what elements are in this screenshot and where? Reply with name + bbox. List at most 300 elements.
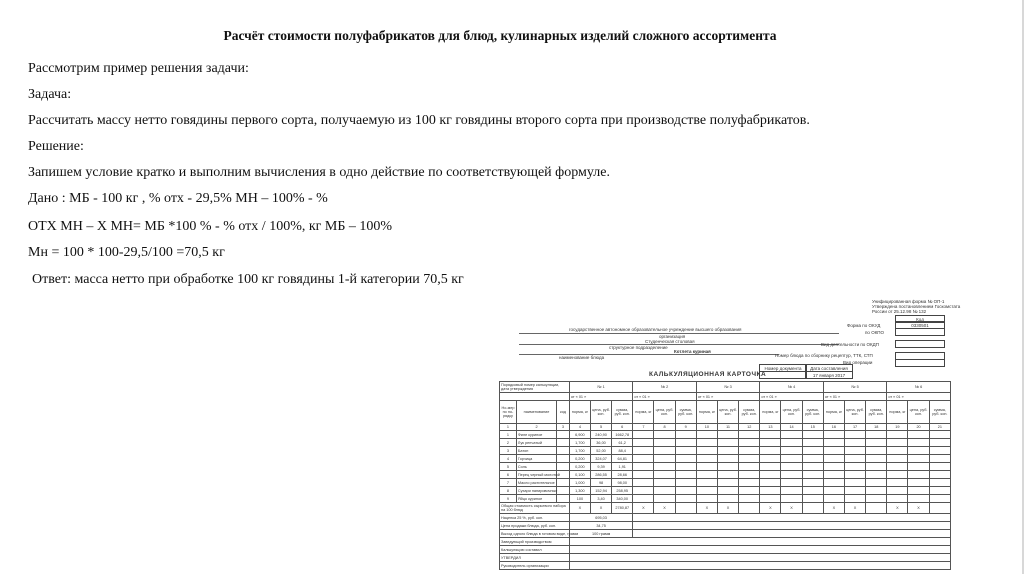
calc-number-5: № 5 bbox=[823, 382, 887, 393]
empty-cell bbox=[781, 439, 802, 447]
form-note-1: Унифицированная форма № ОП-1 bbox=[872, 299, 945, 304]
empty-cell bbox=[908, 495, 929, 503]
x-mark: X bbox=[696, 503, 717, 514]
empty-cell bbox=[717, 479, 738, 487]
empty-cell bbox=[717, 463, 738, 471]
col-name: наименование bbox=[516, 401, 556, 424]
empty-cell bbox=[696, 495, 717, 503]
product-sum: 258,95 bbox=[612, 487, 633, 495]
solution-text: Запишем условие кратко и выполним вычисления в одно действие по соответствующей формуле. bbox=[28, 165, 610, 180]
empty-cell bbox=[823, 471, 844, 479]
product-price: 3,40 bbox=[590, 495, 611, 503]
product-norm: 1,700 bbox=[569, 439, 590, 447]
empty-cell bbox=[781, 471, 802, 479]
product-name: Яйцо куриное bbox=[516, 495, 556, 503]
product-price: 152,94 bbox=[590, 487, 611, 495]
empty-cell bbox=[908, 463, 929, 471]
empty-cell bbox=[633, 463, 654, 471]
product-norm: 1,300 bbox=[569, 487, 590, 495]
calc-number-4: № 4 bbox=[760, 382, 824, 393]
okpo-code bbox=[895, 328, 945, 336]
yield-label: Выход одного блюда в готовом виде, грамм bbox=[501, 531, 579, 536]
empty-cell bbox=[739, 439, 760, 447]
product-price: 36,00 bbox=[590, 439, 611, 447]
table-row bbox=[500, 495, 951, 503]
empty-cell bbox=[760, 487, 781, 495]
product-norm: 1,000 bbox=[569, 479, 590, 487]
calc-number-1: № 1 bbox=[569, 382, 633, 393]
col-norm: норма, кг bbox=[887, 401, 908, 424]
empty-cell bbox=[887, 487, 908, 495]
col-price: цена, руб. коп. bbox=[844, 401, 865, 424]
product-price: 240,90 bbox=[590, 431, 611, 439]
column-number: 8 bbox=[654, 424, 675, 431]
empty-cell bbox=[802, 439, 823, 447]
empty-cell bbox=[866, 495, 887, 503]
empty-cell bbox=[929, 439, 950, 447]
empty-cell bbox=[908, 479, 929, 487]
division-name: Студенческая столовая bbox=[645, 339, 695, 344]
empty-cell bbox=[675, 479, 696, 487]
row-number: 1 bbox=[500, 431, 517, 439]
product-norm: 1,700 bbox=[569, 447, 590, 455]
empty-cell bbox=[717, 487, 738, 495]
empty-cell bbox=[844, 487, 865, 495]
empty-cell bbox=[739, 471, 760, 479]
col-sum: сумма, руб. коп. bbox=[929, 401, 950, 424]
empty-cell bbox=[844, 455, 865, 463]
x-mark: X bbox=[654, 503, 675, 514]
empty-cell bbox=[781, 455, 802, 463]
calculation-line: Мн = 100 * 100-29,5/100 =70,5 кг bbox=[28, 245, 225, 260]
product-code bbox=[557, 455, 570, 463]
product-name: Горчица bbox=[516, 455, 556, 463]
product-norm: 0,200 bbox=[569, 463, 590, 471]
x-mark: X bbox=[908, 503, 929, 514]
x-mark: X bbox=[760, 503, 781, 514]
empty-cell bbox=[675, 495, 696, 503]
empty-cell bbox=[844, 431, 865, 439]
column-number: 3 bbox=[557, 424, 570, 431]
x-mark: X bbox=[887, 503, 908, 514]
org-head-label: Руководитель организации bbox=[500, 562, 570, 570]
empty-cell bbox=[887, 471, 908, 479]
calc-from-2: от « 01 » bbox=[633, 393, 697, 401]
empty-cell bbox=[781, 495, 802, 503]
product-sum: 1662,78 bbox=[612, 431, 633, 439]
col-price: цена, руб. коп. bbox=[590, 401, 611, 424]
empty-cell bbox=[844, 463, 865, 471]
empty-cell bbox=[717, 447, 738, 455]
solution-label: Решение: bbox=[28, 139, 84, 154]
empty-cell bbox=[908, 439, 929, 447]
calc-number-3: № 3 bbox=[696, 382, 760, 393]
product-price: 324,07 bbox=[590, 455, 611, 463]
x-mark: X bbox=[844, 503, 865, 514]
product-sum: 88,4 bbox=[612, 447, 633, 455]
col-price: цена, руб. коп. bbox=[717, 401, 738, 424]
empty-cell bbox=[823, 447, 844, 455]
empty-cell bbox=[844, 479, 865, 487]
empty-cell bbox=[675, 431, 696, 439]
empty-cell bbox=[866, 471, 887, 479]
approved-label: УТВЕРДИЛ bbox=[500, 554, 570, 562]
product-price: 286,55 bbox=[590, 471, 611, 479]
empty-cell bbox=[887, 463, 908, 471]
empty-cell bbox=[739, 431, 760, 439]
dish-underline bbox=[519, 354, 779, 355]
card-title: КАЛЬКУЛЯЦИОННАЯ КАРТОЧКА bbox=[649, 371, 767, 378]
product-code bbox=[557, 495, 570, 503]
row-number: 3 bbox=[500, 447, 517, 455]
empty-cell bbox=[696, 455, 717, 463]
empty-cell bbox=[675, 439, 696, 447]
empty-cell bbox=[802, 479, 823, 487]
product-name: Филе куриное bbox=[516, 431, 556, 439]
column-number: 5 bbox=[590, 424, 611, 431]
header-filler bbox=[500, 393, 570, 401]
empty-cell bbox=[929, 447, 950, 455]
empty-cell bbox=[717, 495, 738, 503]
product-sum: 98,00 bbox=[612, 479, 633, 487]
markup-sum: 695,03 bbox=[569, 514, 633, 522]
org-caption: организация bbox=[659, 334, 686, 339]
column-number: 7 bbox=[633, 424, 654, 431]
row-number: 2 bbox=[500, 439, 517, 447]
col-price: цена, руб. коп. bbox=[781, 401, 802, 424]
x-mark: X bbox=[717, 503, 738, 514]
empty-cell bbox=[823, 455, 844, 463]
intro-text: Рассмотрим пример решения задачи: bbox=[28, 61, 249, 76]
division-underline bbox=[519, 344, 839, 345]
empty-cell bbox=[654, 479, 675, 487]
empty-cell bbox=[781, 487, 802, 495]
calc-from-6: от « 01 » bbox=[887, 393, 951, 401]
given-line: Дано : МБ - 100 кг , % отх - 29,5% МН – 100% - % bbox=[28, 191, 328, 206]
column-number: 9 bbox=[675, 424, 696, 431]
col-norm: норма, кг bbox=[760, 401, 781, 424]
division-caption: структурное подразделение bbox=[609, 345, 668, 350]
empty-cell bbox=[675, 487, 696, 495]
okpo-label: по ОКПО bbox=[865, 330, 885, 335]
empty-cell bbox=[654, 495, 675, 503]
okud-code: 0330501 bbox=[895, 321, 945, 329]
production-head: Заведующий производством bbox=[500, 538, 570, 546]
empty-cell bbox=[781, 479, 802, 487]
col-price: цена, руб. коп. bbox=[654, 401, 675, 424]
product-price: 52,00 bbox=[590, 447, 611, 455]
empty-cell bbox=[675, 463, 696, 471]
product-code bbox=[557, 463, 570, 471]
empty-cell bbox=[781, 447, 802, 455]
column-number: 14 bbox=[781, 424, 802, 431]
yield-value: 100 грамм bbox=[569, 530, 633, 538]
col-sum: сумма, руб. коп. bbox=[675, 401, 696, 424]
column-number: 21 bbox=[929, 424, 950, 431]
product-name: Сухари панировочные bbox=[517, 488, 558, 493]
col-norm: норма, кг bbox=[696, 401, 717, 424]
col-sum: сумма, руб. коп. bbox=[866, 401, 887, 424]
header-calc-number: Порядковый номер калькуляции, дата утверждения bbox=[500, 382, 570, 393]
col-sum: сумма, руб. коп. bbox=[612, 401, 633, 424]
calculation-table bbox=[499, 381, 951, 570]
product-sum: 61,2 bbox=[612, 439, 633, 447]
empty-cell bbox=[739, 487, 760, 495]
empty-cell bbox=[908, 455, 929, 463]
empty-cell bbox=[929, 471, 950, 479]
empty-cell bbox=[866, 455, 887, 463]
column-number: 19 bbox=[887, 424, 908, 431]
code-header: Код bbox=[895, 315, 945, 323]
empty-cell bbox=[844, 447, 865, 455]
activity-label: Вид деятельности по ОКДП bbox=[821, 342, 879, 347]
empty-cell bbox=[654, 487, 675, 495]
empty-cell bbox=[633, 447, 654, 455]
empty-cell bbox=[866, 487, 887, 495]
activity-code bbox=[895, 340, 945, 348]
empty-cell bbox=[908, 431, 929, 439]
empty-cell bbox=[760, 495, 781, 503]
product-name: Перец черный молотый bbox=[517, 472, 560, 477]
empty-cell bbox=[760, 439, 781, 447]
empty-cell bbox=[696, 487, 717, 495]
empty-cell bbox=[675, 471, 696, 479]
empty-cell bbox=[844, 471, 865, 479]
product-name: Соль bbox=[516, 463, 556, 471]
empty-cell bbox=[675, 455, 696, 463]
calc-number-6: № 6 bbox=[887, 382, 951, 393]
calc-from-4: от « 01 » bbox=[760, 393, 824, 401]
empty-cell bbox=[866, 431, 887, 439]
empty-cell bbox=[654, 431, 675, 439]
product-code bbox=[557, 487, 570, 495]
product-price: 98 bbox=[590, 479, 611, 487]
empty-cell bbox=[929, 495, 950, 503]
empty-cell bbox=[717, 455, 738, 463]
empty-cell bbox=[654, 471, 675, 479]
empty-cell bbox=[781, 463, 802, 471]
empty-cell bbox=[823, 495, 844, 503]
table-row bbox=[500, 471, 951, 479]
row-number: 6 bbox=[500, 471, 517, 479]
doc-number-label: Номер документа bbox=[759, 364, 807, 372]
empty-cell bbox=[696, 479, 717, 487]
empty-cell bbox=[717, 431, 738, 439]
task-label: Задача: bbox=[28, 87, 72, 102]
column-number: 10 bbox=[696, 424, 717, 431]
empty-cell bbox=[633, 439, 654, 447]
product-sum: 28,66 bbox=[612, 471, 633, 479]
empty-cell bbox=[802, 455, 823, 463]
empty-cell bbox=[887, 439, 908, 447]
col-sum: сумма, руб. коп. bbox=[802, 401, 823, 424]
product-name: Батон bbox=[516, 447, 556, 455]
empty-cell bbox=[760, 447, 781, 455]
empty-cell bbox=[887, 479, 908, 487]
calc-number-2: № 2 bbox=[633, 382, 697, 393]
empty-cell bbox=[866, 439, 887, 447]
empty-cell bbox=[887, 431, 908, 439]
calculation-card-scan bbox=[499, 297, 961, 568]
empty-cell bbox=[717, 439, 738, 447]
product-code bbox=[557, 447, 570, 455]
empty-cell bbox=[908, 447, 929, 455]
empty-cell bbox=[802, 463, 823, 471]
empty-cell bbox=[802, 487, 823, 495]
column-number: 17 bbox=[844, 424, 865, 431]
x-mark: X bbox=[569, 503, 590, 514]
product-norm: 100 bbox=[569, 495, 590, 503]
answer-line: Ответ: масса нетто при обработке 100 кг говядины 1-й категории 70,5 кг bbox=[32, 272, 464, 287]
total-label: Общая стоимость сырьевого набора на 100 блюд bbox=[500, 503, 570, 514]
markup-label: Наценка 25 %, руб. коп. bbox=[500, 514, 570, 522]
col-price: цена, руб. коп. bbox=[908, 401, 929, 424]
empty-cell bbox=[823, 439, 844, 447]
empty-cell bbox=[739, 447, 760, 455]
operation-code bbox=[895, 359, 945, 367]
empty-cell bbox=[823, 463, 844, 471]
empty-cell bbox=[844, 495, 865, 503]
column-number: 4 bbox=[569, 424, 590, 431]
calc-from-1: от « 01 » bbox=[569, 393, 633, 401]
x-mark: X bbox=[823, 503, 844, 514]
table-row bbox=[500, 479, 951, 487]
total-sum: 2780,87 bbox=[612, 503, 633, 514]
empty-cell bbox=[844, 439, 865, 447]
empty-cell bbox=[929, 463, 950, 471]
empty-cell bbox=[739, 463, 760, 471]
empty-cell bbox=[929, 479, 950, 487]
empty-cell bbox=[929, 487, 950, 495]
column-number: 16 bbox=[823, 424, 844, 431]
product-code bbox=[557, 431, 570, 439]
empty-cell bbox=[696, 447, 717, 455]
calc-from-5: от « 01 » bbox=[823, 393, 887, 401]
price-value: 34,75 bbox=[569, 522, 633, 530]
column-number: 15 bbox=[802, 424, 823, 431]
task-text: Рассчитать массу нетто говядины первого сорта, получаемую из 100 кг говядины второго сорта при производстве полуфабрикатов. bbox=[28, 113, 810, 128]
col-norm: норма, кг bbox=[569, 401, 590, 424]
empty-cell bbox=[739, 479, 760, 487]
product-norm: 0,100 bbox=[569, 471, 590, 479]
column-header-row bbox=[500, 401, 951, 424]
empty-cell bbox=[866, 479, 887, 487]
col-code: код bbox=[557, 401, 570, 424]
empty-cell bbox=[823, 431, 844, 439]
recipe-label: Номер блюда по сборнику рецептур, ТТК, СТП bbox=[775, 353, 873, 358]
empty-cell bbox=[887, 447, 908, 455]
operation-label: Вид операции bbox=[843, 360, 873, 365]
column-number: 11 bbox=[717, 424, 738, 431]
product-norm: 0,200 bbox=[569, 455, 590, 463]
empty-cell bbox=[696, 431, 717, 439]
table-row bbox=[500, 439, 951, 447]
product-price: 9,39 bbox=[590, 463, 611, 471]
column-number: 18 bbox=[866, 424, 887, 431]
empty-cell bbox=[739, 455, 760, 463]
empty-cell bbox=[633, 471, 654, 479]
column-number: 6 bbox=[612, 424, 633, 431]
table-row bbox=[500, 455, 951, 463]
empty-cell bbox=[908, 487, 929, 495]
empty-cell bbox=[717, 471, 738, 479]
empty-cell bbox=[802, 495, 823, 503]
empty-cell bbox=[908, 471, 929, 479]
empty-cell bbox=[760, 431, 781, 439]
empty-cell bbox=[823, 479, 844, 487]
empty-cell bbox=[866, 463, 887, 471]
x-mark: X bbox=[590, 503, 611, 514]
table-row bbox=[500, 447, 951, 455]
column-number: 20 bbox=[908, 424, 929, 431]
column-number: 1 bbox=[500, 424, 517, 431]
dish-caption: наименование блюда bbox=[559, 355, 605, 360]
product-sum: 340,00 bbox=[612, 495, 633, 503]
doc-date-label: Дата составления bbox=[805, 364, 853, 372]
empty-cell bbox=[760, 455, 781, 463]
col-number: Но-мер по по-рядку bbox=[500, 401, 517, 424]
empty-cell bbox=[633, 431, 654, 439]
row-number: 9 bbox=[500, 495, 517, 503]
column-number: 13 bbox=[760, 424, 781, 431]
product-norm: 6,900 bbox=[569, 431, 590, 439]
product-rows bbox=[500, 431, 951, 503]
empty-cell bbox=[802, 431, 823, 439]
column-number: 2 bbox=[516, 424, 556, 431]
okud-label: Форма по ОКУД bbox=[847, 323, 881, 328]
empty-cell bbox=[802, 471, 823, 479]
col-norm: норма, кг bbox=[823, 401, 844, 424]
empty-cell bbox=[887, 455, 908, 463]
doc-number-value bbox=[759, 371, 807, 379]
empty-cell bbox=[654, 463, 675, 471]
empty-cell bbox=[675, 447, 696, 455]
table-row bbox=[500, 487, 951, 495]
empty-cell bbox=[696, 471, 717, 479]
column-number: 12 bbox=[739, 424, 760, 431]
col-norm: норма, кг bbox=[633, 401, 654, 424]
empty-cell bbox=[760, 471, 781, 479]
empty-cell bbox=[654, 447, 675, 455]
empty-cell bbox=[739, 495, 760, 503]
org-name: государственное автономное образовательное учреждение высшего образования bbox=[569, 327, 742, 332]
dish-name: Котлета куриная bbox=[674, 349, 711, 354]
empty-cell bbox=[866, 447, 887, 455]
empty-cell bbox=[823, 487, 844, 495]
page-title: Расчёт стоимости полуфабрикатов для блюд, кулинарных изделий сложного ассортимента bbox=[223, 28, 777, 43]
x-mark: X bbox=[781, 503, 802, 514]
empty-cell bbox=[760, 463, 781, 471]
row-number: 5 bbox=[500, 463, 517, 471]
product-name: Масло растительное bbox=[517, 480, 555, 485]
empty-cell bbox=[887, 495, 908, 503]
column-number-row bbox=[500, 424, 951, 431]
empty-cell bbox=[696, 463, 717, 471]
form-note-3: России от 25.12.98 № 132 bbox=[872, 309, 927, 314]
product-name: Лук репчатый bbox=[516, 439, 556, 447]
table-row bbox=[500, 463, 951, 471]
calc-from-3: от « 01 » bbox=[696, 393, 760, 401]
row-number: 7 bbox=[500, 479, 517, 487]
price-label: Цена продажи блюда, руб. коп. bbox=[500, 522, 570, 530]
empty-cell bbox=[633, 487, 654, 495]
x-mark: X bbox=[633, 503, 654, 514]
empty-cell bbox=[654, 455, 675, 463]
row-number: 8 bbox=[500, 487, 517, 495]
empty-cell bbox=[696, 439, 717, 447]
product-sum: 1,91 bbox=[612, 463, 633, 471]
empty-cell bbox=[760, 479, 781, 487]
